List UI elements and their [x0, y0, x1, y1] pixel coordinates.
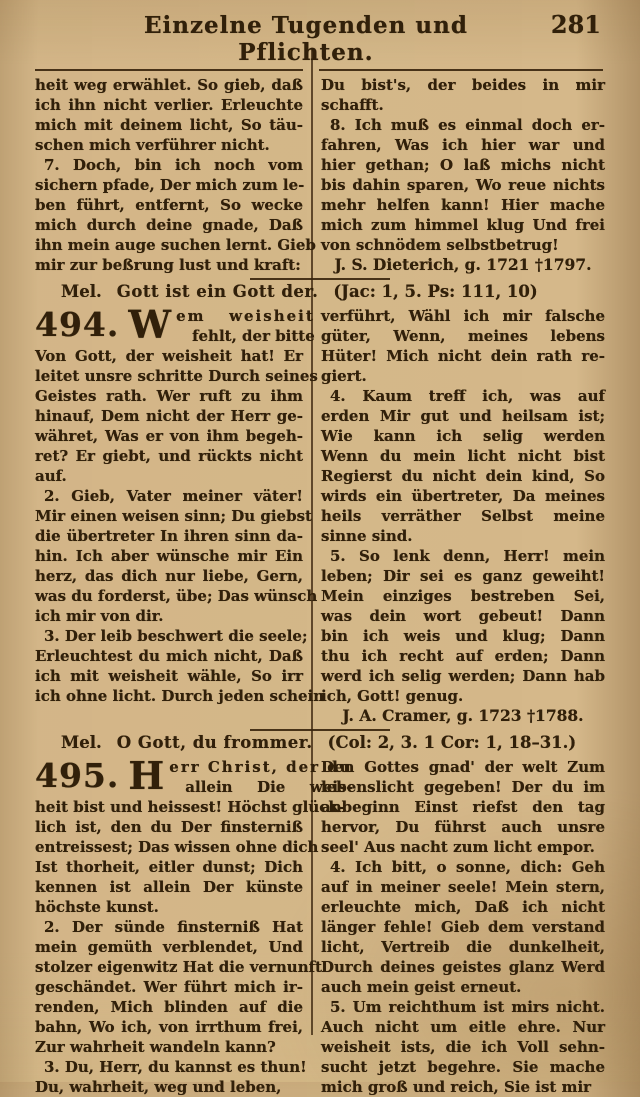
text-line: 5. So lenk denn, Herr! mein — [330, 547, 605, 565]
text-line: 3. Du, Herr, du kannst es thun! — [44, 1058, 307, 1076]
text-line: mich groß und reich, Sie ist mir — [321, 1078, 592, 1096]
text-line: Mein einziges bestreben Sei, — [321, 587, 605, 605]
text-line: licht, Vertreib die dunkelheit, — [321, 938, 605, 956]
text-line: leitet unsre schritte Durch seines — [35, 367, 318, 385]
text-line: Auch nicht um eitle ehre. Nur — [321, 1018, 605, 1036]
text-line: weisheit ists, die ich Voll sehn- — [321, 1038, 605, 1056]
text-line: hin. Ich aber wünsche mir Ein — [35, 547, 303, 565]
text-line: entreissest; Das wissen ohne dich — [35, 838, 319, 856]
text-line: güter, Wenn, meines lebens — [321, 327, 605, 345]
text-line: schen mich verführer nicht. — [35, 136, 270, 154]
verse-text — [35, 346, 325, 706]
text-line: werd ich selig werden; Dann hab — [321, 667, 605, 685]
header-rule — [35, 69, 605, 71]
text-line: sichern pfade, Der mich zum le- — [35, 176, 305, 194]
text-line: allein Die weis- — [185, 778, 353, 796]
melody-title: O Gott, du frommer. — [116, 733, 313, 752]
text-line: heit bist und heissest! Höchst glück- — [35, 798, 345, 816]
text-line: Geistes rath. Wer ruft zu ihm — [35, 387, 303, 405]
text-line: mein gemüth verblendet, Und — [35, 938, 303, 956]
text-line: hervor, Du führst auch unsre — [321, 818, 605, 836]
text-line: thu ich recht auf erden; Dann — [321, 647, 605, 665]
melody-line-495 — [35, 731, 605, 757]
text-line: 5. Um reichthum ist mirs nicht. — [330, 998, 605, 1016]
text-line: ret? Er giebt, und rückts nicht — [35, 447, 303, 465]
text-line: mehr helfen kann! Hier mache — [321, 196, 605, 214]
melody-label: Mel. — [61, 733, 102, 752]
text-line: währet, Was er von ihm begeh- — [35, 427, 303, 445]
text-line: geschändet. Wer führt mich ir- — [35, 978, 303, 996]
text-line: Von Gott, der weisheit hat! Er — [35, 347, 303, 365]
author-attribution: J. A. Cramer, g. 1723 †1788. — [342, 706, 584, 725]
text-line: ben führt, entfernt, So wecke — [35, 196, 303, 214]
text-line: ich mir von dir. — [35, 607, 164, 625]
opening-lines — [176, 306, 315, 346]
text-line: höchste kunst. — [35, 898, 159, 916]
text-line: 4. Kaum treff ich, was auf — [330, 387, 605, 405]
author-attribution: J. S. Dieterich, g. 1721 †1797. — [334, 255, 592, 274]
text-line: heils verräther Selbst meine — [321, 507, 605, 525]
verse-text — [321, 306, 605, 706]
text-line: was dein wort gebeut! Dann — [321, 607, 605, 625]
text-line: schafft. — [321, 96, 384, 114]
melody-line-494 — [35, 280, 605, 306]
text-line: hinauf, Dem nicht der Herr ge- — [35, 407, 303, 425]
text-line: Wie kann ich selig werden — [321, 427, 605, 445]
text-line: erden Mir gut und heilsam ist; — [321, 407, 605, 425]
text-line: wirds ein übertreter, Da meines — [321, 487, 605, 505]
text-line: Du bist's, der beides in mir — [321, 76, 605, 94]
hymn-495-section — [35, 753, 605, 1097]
scripture-reference: (Jac: 1, 5. Ps: 111, 10) — [333, 282, 538, 301]
text-line: giert. — [321, 367, 367, 385]
text-line: 3. Der leib beschwert die seele; — [44, 627, 308, 645]
text-line: err Christ, der du — [169, 758, 353, 776]
text-line: Erleuchtest du mich nicht, Daß — [35, 647, 303, 665]
text-line: fehlt, der bitte — [192, 327, 315, 345]
hymn-number: 495. — [35, 756, 120, 795]
left-column — [35, 302, 325, 726]
hymn-494-opening — [35, 302, 315, 347]
right-column — [321, 306, 605, 726]
text-line: verführt, Wähl ich mir falsche — [321, 307, 605, 325]
text-line: die übertreter In ihren sinn da- — [35, 527, 303, 545]
text-line: Mir einen weisen sinn; Du giebst — [35, 507, 312, 525]
text-line: was du forderst, übe; Das wünsch — [35, 587, 318, 605]
drop-initial: H — [128, 753, 165, 798]
verse-text — [35, 797, 345, 1097]
text-line: ich, Gott! genug. — [321, 687, 464, 705]
text-line: ihn mein auge suchen lernt. Gieb — [35, 236, 316, 254]
page-header — [35, 10, 605, 66]
verse-text — [321, 757, 605, 1097]
text-line: anbeginn Einst riefst den tag — [321, 798, 605, 816]
text-line: em weisheit — [176, 307, 315, 325]
text-line: erleuchte mich, Daß ich nicht — [321, 898, 605, 916]
left-column — [35, 75, 316, 275]
text-line: 2. Der sünde finsterniß Hat — [44, 918, 303, 936]
text-line: ich ohne licht. Durch jeden schein — [35, 687, 325, 705]
text-line: Hüter! Mich nicht dein rath re- — [321, 347, 605, 365]
hymn-continuation-section — [35, 75, 605, 275]
text-line: sinne sind. — [321, 527, 413, 545]
text-line: Du, wahrheit, weg und leben, — [35, 1078, 282, 1096]
text-line: 7. Doch, bin ich noch vom — [44, 156, 303, 174]
hymn-number: 494. — [35, 305, 120, 344]
page-content — [35, 10, 605, 1097]
text-line: heit weg erwählet. So gieb, daß — [35, 76, 303, 94]
drop-initial: W — [128, 302, 172, 347]
text-line: renden, Mich blinden auf die — [35, 998, 303, 1016]
text-line: mich durch deine gnade, Daß — [35, 216, 303, 234]
text-line: Den Gottes gnad' der welt Zum — [321, 758, 605, 776]
text-line: kennen ist allein Der künste — [35, 878, 303, 896]
text-line: länger fehle! Gieb dem verstand — [321, 918, 605, 936]
hymn-495-opening — [35, 753, 353, 798]
text-line: ich ihn nicht verlier. Erleuchte — [35, 96, 303, 114]
text-line: bin ich weis und klug; Dann — [321, 627, 605, 645]
text-line: Ist thorheit, eitler dunst; Dich — [35, 858, 303, 876]
melody-title: Gott ist ein Gott der. — [116, 282, 319, 301]
text-line: lebenslicht gegeben! Der du im — [321, 778, 605, 796]
text-line: stolzer eigenwitz Hat die vernunft — [35, 958, 322, 976]
right-column — [321, 75, 605, 275]
text-line: bis dahin sparen, Wo reue nichts — [321, 176, 605, 194]
text-line: sucht jetzt begehre. Sie mache — [321, 1058, 605, 1076]
text-line: auf. — [35, 467, 67, 485]
text-line: hier gethan; O laß michs nicht — [321, 156, 605, 174]
text-line: Zur wahrheit wandeln kann? — [35, 1038, 276, 1056]
text-line: lich ist, den du Der finsterniß — [35, 818, 303, 836]
scripture-reference: (Col: 2, 3. 1 Cor: 1, 18–31.) — [327, 733, 577, 752]
text-line: auf in meiner seele! Mein stern, — [321, 878, 605, 896]
text-line: herz, das dich nur liebe, Gern, — [35, 567, 303, 585]
text-line: ich mit weisheit wähle, So irr — [35, 667, 303, 685]
text-line: Regierst du nicht dein kind, So — [321, 467, 605, 485]
melody-label: Mel. — [61, 282, 102, 301]
text-line: bahn, Wo ich, von irrthum frei, — [35, 1018, 303, 1036]
text-line: leben; Dir sei es ganz geweiht! — [321, 567, 605, 585]
text-line: Wenn du mein licht nicht bist — [321, 447, 605, 465]
text-line: Durch deines geistes glanz Werd — [321, 958, 605, 976]
header-rule-left — [35, 69, 303, 71]
text-line: mich mit deinem licht, So täu- — [35, 116, 303, 134]
text-line: fahren, Was ich hier war und — [321, 136, 605, 154]
text-line: 2. Gieb, Vater meiner väter! — [44, 487, 303, 505]
text-line: seel' Aus nacht zum licht empor. — [321, 838, 595, 856]
header-rule-right — [319, 69, 603, 71]
verse-text — [321, 75, 605, 255]
text-line: 8. Ich muß es einmal doch er- — [330, 116, 605, 134]
right-column — [321, 757, 605, 1097]
page-title: Einzelne Tugenden und Pflichten. — [143, 12, 468, 66]
page-number: 281 — [550, 10, 601, 39]
left-column — [35, 753, 353, 1097]
text-line: von schnödem selbstbetrug! — [321, 236, 559, 254]
text-line: mich zum himmel klug Und frei — [321, 216, 605, 234]
text-line: auch mein geist erneut. — [321, 978, 522, 996]
text-line: mir zur beßrung lust und kraft: — [35, 256, 301, 274]
hymn-494-section — [35, 302, 605, 726]
text-line: 4. Ich bitt, o sonne, dich: Geh — [330, 858, 605, 876]
